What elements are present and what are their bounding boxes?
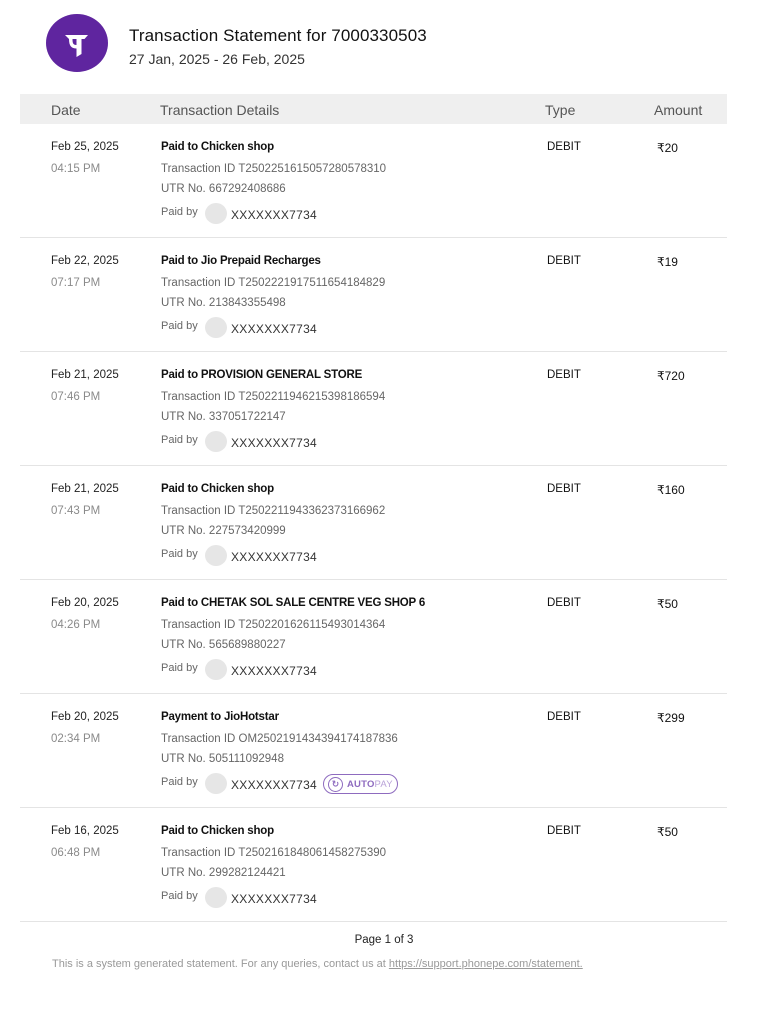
phonepe-logo-icon [46, 14, 108, 72]
txn-type: DEBIT [547, 141, 581, 153]
autopay-label: AUTOPAY [347, 778, 393, 790]
txn-description: Paid to CHETAK SOL SALE CENTRE VEG SHOP 6 [161, 597, 426, 609]
txn-id: Transaction ID OM2502191434394174187836 [161, 733, 398, 745]
txn-account: XXXXXXX7734 [231, 778, 318, 792]
txn-time: 07:17 PM [51, 277, 101, 289]
page-indicator: Page 1 of 3 [354, 934, 414, 946]
transaction-row [20, 124, 727, 238]
transaction-row [20, 808, 727, 922]
txn-type: DEBIT [547, 255, 581, 267]
txn-date: Feb 21, 2025 [51, 369, 119, 381]
txn-date: Feb 25, 2025 [51, 141, 119, 153]
txn-type: DEBIT [547, 369, 581, 381]
txn-utr: UTR No. 505111092948 [161, 753, 284, 765]
paid-by-label: Paid by [161, 206, 198, 218]
txn-time: 02:34 PM [51, 733, 101, 745]
paid-by-label: Paid by [161, 548, 198, 560]
txn-utr: UTR No. 227573420999 [161, 525, 286, 537]
col-type: Type [545, 102, 576, 118]
footer-note [52, 958, 583, 970]
txn-amount: ₹19 [657, 255, 678, 269]
txn-id: Transaction ID T2502201626115493014364 [161, 619, 386, 631]
txn-utr: UTR No. 299282124421 [161, 867, 286, 879]
support-link[interactable]: https://support.phonepe.com/statement. [388, 958, 583, 970]
paid-by-label: Paid by [161, 320, 198, 332]
txn-utr: UTR No. 565689880227 [161, 639, 286, 651]
transaction-row [20, 352, 727, 466]
txn-description: Paid to Chicken shop [161, 141, 274, 153]
txn-type: DEBIT [547, 825, 581, 837]
txn-type: DEBIT [547, 597, 581, 609]
txn-id: Transaction ID T2502211943362373166962 [161, 505, 386, 517]
txn-utr: UTR No. 337051722147 [161, 411, 286, 423]
footer-note-text: This is a system generated statement. For any queries, contact us at [52, 958, 386, 970]
txn-utr: UTR No. 667292408686 [161, 183, 286, 195]
txn-account: XXXXXXX7734 [231, 892, 318, 906]
txn-account: XXXXXXX7734 [231, 322, 318, 336]
autopay-badge [323, 774, 398, 794]
transaction-row [20, 694, 727, 808]
txn-amount: ₹299 [657, 711, 685, 725]
txn-account: XXXXXXX7734 [231, 436, 318, 450]
col-details: Transaction Details [160, 102, 280, 118]
txn-utr: UTR No. 213843355498 [161, 297, 286, 309]
txn-type: DEBIT [547, 483, 581, 495]
autopay-icon: ↻ [328, 777, 343, 792]
txn-description: Paid to Jio Prepaid Recharges [161, 255, 321, 267]
txn-date: Feb 22, 2025 [51, 255, 119, 267]
col-amount: Amount [654, 102, 703, 118]
paid-by-label: Paid by [161, 776, 198, 788]
txn-date: Feb 16, 2025 [51, 825, 119, 837]
transaction-row [20, 580, 727, 694]
bank-avatar-icon [205, 887, 227, 908]
paid-by-label: Paid by [161, 434, 198, 446]
bank-avatar-icon [205, 203, 227, 224]
txn-time: 07:43 PM [51, 505, 101, 517]
txn-type: DEBIT [547, 711, 581, 723]
txn-id: Transaction ID T2502161848061458275390 [161, 847, 387, 859]
col-date: Date [51, 102, 81, 118]
statement-period: 27 Jan, 2025 - 26 Feb, 2025 [129, 51, 305, 67]
txn-time: 06:48 PM [51, 847, 101, 859]
paid-by-label: Paid by [161, 890, 198, 902]
txn-description: Payment to JioHotstar [161, 711, 279, 723]
transaction-row [20, 238, 727, 352]
statement-header [46, 14, 726, 76]
txn-id: Transaction ID T2502221917511654184829 [161, 277, 386, 289]
txn-amount: ₹160 [657, 483, 685, 497]
transaction-list [20, 124, 727, 922]
txn-description: Paid to Chicken shop [161, 825, 274, 837]
txn-account: XXXXXXX7734 [231, 208, 318, 222]
txn-date: Feb 20, 2025 [51, 597, 119, 609]
txn-description: Paid to Chicken shop [161, 483, 274, 495]
bank-avatar-icon [205, 659, 227, 680]
bank-avatar-icon [205, 545, 227, 566]
txn-amount: ₹720 [657, 369, 685, 383]
txn-description: Paid to PROVISION GENERAL STORE [161, 369, 363, 381]
transaction-row [20, 466, 727, 580]
bank-avatar-icon [205, 317, 227, 338]
txn-amount: ₹50 [657, 597, 678, 611]
statement-title: Transaction Statement for 7000330503 [129, 26, 427, 45]
txn-time: 04:26 PM [51, 619, 101, 631]
txn-id: Transaction ID T2502211946215398186594 [161, 391, 386, 403]
bank-avatar-icon [205, 773, 227, 794]
txn-account: XXXXXXX7734 [231, 550, 318, 564]
txn-id: Transaction ID T2502251615057280578310 [161, 163, 387, 175]
txn-time: 04:15 PM [51, 163, 101, 175]
bank-avatar-icon [205, 431, 227, 452]
paid-by-label: Paid by [161, 662, 198, 674]
txn-date: Feb 20, 2025 [51, 711, 119, 723]
table-header [20, 94, 727, 124]
txn-date: Feb 21, 2025 [51, 483, 119, 495]
txn-amount: ₹50 [657, 825, 678, 839]
txn-account: XXXXXXX7734 [231, 664, 318, 678]
txn-amount: ₹20 [657, 141, 678, 155]
txn-time: 07:46 PM [51, 391, 101, 403]
